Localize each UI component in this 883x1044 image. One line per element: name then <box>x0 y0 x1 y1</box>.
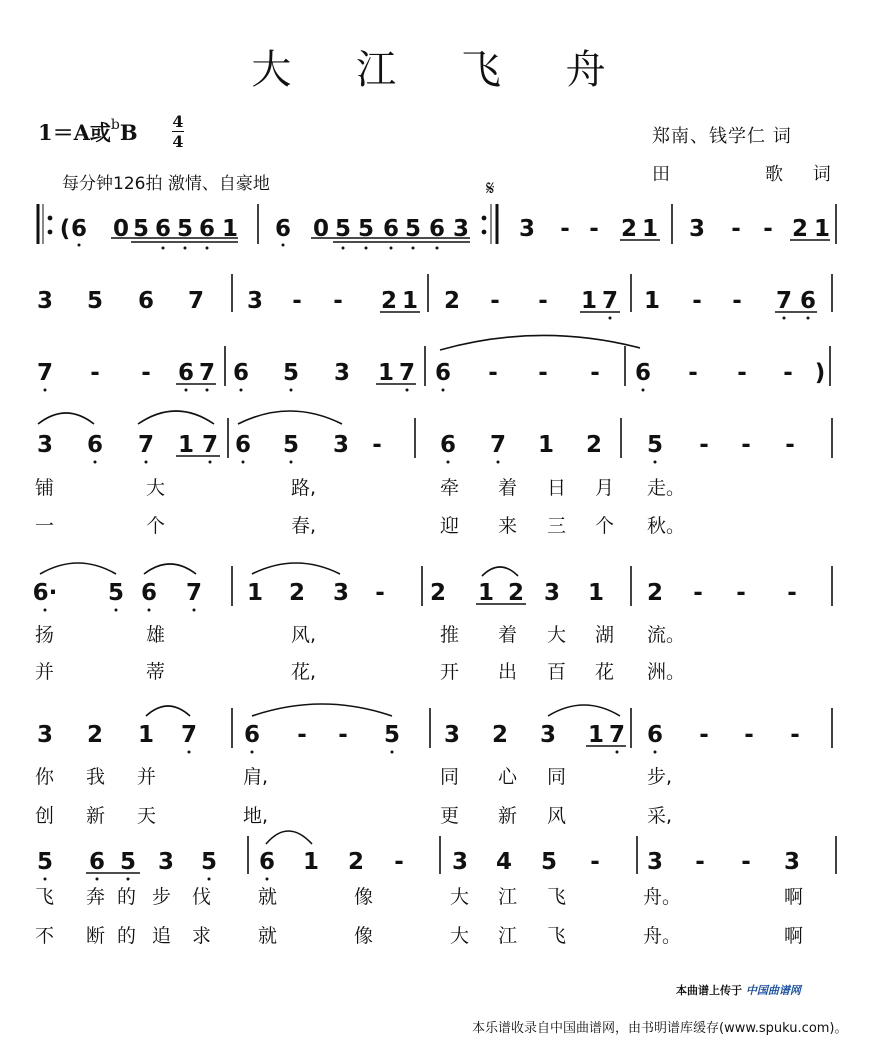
note: 3 <box>332 432 350 458</box>
note: - <box>338 722 348 748</box>
note: 3 <box>539 722 557 748</box>
note: 6 <box>198 216 216 242</box>
note: - <box>790 722 800 748</box>
note: 5 <box>334 216 352 242</box>
song-title: 大 江 飞 舟 <box>251 47 632 93</box>
lyric-word: 迎 <box>440 515 460 537</box>
note: 7 <box>137 432 155 458</box>
note: 6 <box>439 432 457 458</box>
note: 6 <box>428 216 446 242</box>
lyric-word: 个 <box>595 515 615 537</box>
lyric-word: 步, <box>647 766 673 788</box>
lyric-word: 花 <box>595 661 615 683</box>
note: - <box>372 432 382 458</box>
lyric-word: 步 <box>152 886 172 908</box>
octave-dots <box>44 244 810 881</box>
lyric-word: 舟。 <box>643 925 682 947</box>
note: - <box>692 288 702 314</box>
lyric-word: 创 <box>35 805 55 827</box>
key-prefix: 1＝A或 <box>38 120 111 145</box>
note: 1 <box>587 580 605 606</box>
note: 6· <box>32 580 58 606</box>
time-signature-bottom: 4 <box>172 132 184 151</box>
note: 6 <box>634 360 652 386</box>
note: 6 <box>646 722 664 748</box>
lyric-word: 同 <box>547 766 567 788</box>
upload-text: 本曲谱上传于 <box>676 984 742 997</box>
key-suffix: B <box>119 120 138 145</box>
lyric-word: 风, <box>291 624 317 646</box>
note: - <box>292 288 302 314</box>
note: - <box>141 360 151 386</box>
note: 3 <box>543 580 561 606</box>
note: 7 <box>201 432 219 458</box>
note: 5 <box>357 216 375 242</box>
note: 6 <box>154 216 172 242</box>
note: 3 <box>443 722 461 748</box>
note: 2 <box>86 722 104 748</box>
lyric-word: 伐 <box>192 886 212 908</box>
note: 0 <box>112 216 130 242</box>
note: - <box>560 216 570 242</box>
lyric-word: 更 <box>440 805 460 827</box>
note: 7 <box>489 432 507 458</box>
tempo-marking: 每分钟126拍 激情、自豪地 <box>62 174 270 194</box>
note: 3 <box>246 288 264 314</box>
note: - <box>695 849 705 875</box>
lyric-word: 推 <box>440 624 460 646</box>
lyric-word: 飞 <box>547 886 567 908</box>
note: 1 <box>587 722 605 748</box>
note: 3 <box>646 849 664 875</box>
note: - <box>333 288 343 314</box>
lyric-word: 来 <box>498 515 518 537</box>
lyric-word: 新 <box>86 805 106 827</box>
note: - <box>688 360 698 386</box>
note: 6 <box>140 580 158 606</box>
lyric-word: 开 <box>440 661 460 683</box>
note: 7 <box>36 360 54 386</box>
lyric-word: 江 <box>498 886 518 908</box>
note: 2 <box>429 580 447 606</box>
lyric-word: 并 <box>137 766 157 788</box>
note: 5 <box>107 580 125 606</box>
note: 0 <box>312 216 330 242</box>
note: 1 <box>477 580 495 606</box>
note: 1 <box>246 580 264 606</box>
repeat-paren: ( <box>59 216 71 242</box>
lyric-word: 新 <box>498 805 518 827</box>
lyric-word: 采, <box>647 805 673 827</box>
note: 2 <box>347 849 365 875</box>
note: 2 <box>491 722 509 748</box>
lyric-word: 的 <box>117 886 137 908</box>
lyric-word: 着 <box>498 624 518 646</box>
lyric-word: 花, <box>291 661 317 683</box>
note: 4 <box>495 849 513 875</box>
note: 6 <box>243 722 261 748</box>
note: 5 <box>646 432 664 458</box>
note: 2 <box>620 216 638 242</box>
note: 1 <box>401 288 419 314</box>
note: 5 <box>540 849 558 875</box>
lyric-word: 江 <box>498 925 518 947</box>
lyric-word: 大 <box>547 624 567 646</box>
lyric-word: 断 <box>86 925 106 947</box>
lyric-word: 一 <box>35 515 55 537</box>
lyric-word: 铺 <box>35 477 55 499</box>
note: - <box>785 432 795 458</box>
note: - <box>490 288 500 314</box>
composer-name: 田 <box>652 164 671 185</box>
note: 7 <box>398 360 416 386</box>
note: - <box>763 216 773 242</box>
note: 3 <box>36 288 54 314</box>
note: 6 <box>177 360 195 386</box>
note: - <box>744 722 754 748</box>
note: 3 <box>518 216 536 242</box>
lyric-word: 日 <box>547 477 567 499</box>
note: - <box>699 432 709 458</box>
segno-sign: 𝄋 <box>486 176 495 200</box>
lyric-word: 心 <box>498 766 518 788</box>
lyric-word: 我 <box>86 766 106 788</box>
lyric-word: 像 <box>354 886 374 908</box>
note: 7 <box>775 288 793 314</box>
score-decoration <box>38 204 836 874</box>
lyric-word: 舟。 <box>643 886 682 908</box>
lyric-word: 月 <box>595 477 615 499</box>
lyric-word: 不 <box>35 925 55 947</box>
note: 7 <box>601 288 619 314</box>
note: - <box>590 849 600 875</box>
note: - <box>699 722 709 748</box>
note: 6 <box>434 360 452 386</box>
note: 7 <box>180 722 198 748</box>
note: - <box>589 216 599 242</box>
flat-sign: b <box>110 117 120 133</box>
note: 6 <box>232 360 250 386</box>
note: 1 <box>377 360 395 386</box>
lyric-word: 路, <box>291 477 317 499</box>
lyric-word: 就 <box>258 925 278 947</box>
note: 5 <box>86 288 104 314</box>
note: - <box>538 288 548 314</box>
lyric-word: 牵 <box>440 477 460 499</box>
lyric-word: 百 <box>547 661 567 683</box>
note: 7 <box>187 288 205 314</box>
note: 2 <box>646 580 664 606</box>
note: - <box>731 216 741 242</box>
lyric-word: 三 <box>547 515 567 537</box>
lyric-word: 走。 <box>647 477 686 499</box>
note: - <box>693 580 703 606</box>
note: 5 <box>282 432 300 458</box>
note: 6 <box>234 432 252 458</box>
note: 7 <box>185 580 203 606</box>
note: - <box>394 849 404 875</box>
lyric-word: 啊 <box>784 925 804 947</box>
note: - <box>736 580 746 606</box>
note: 5 <box>119 849 137 875</box>
lyric-word: 肩, <box>243 766 269 788</box>
note: - <box>787 580 797 606</box>
lyric-word: 同 <box>440 766 460 788</box>
lyricist-credit: 郑南、钱学仁 词 <box>652 126 792 147</box>
note: - <box>732 288 742 314</box>
lyric-word: 大 <box>146 477 166 499</box>
lyric-word: 秋。 <box>647 515 686 537</box>
note: - <box>488 360 498 386</box>
lyric-word: 洲。 <box>647 661 686 683</box>
note: 3 <box>157 849 175 875</box>
note: 3 <box>451 849 469 875</box>
note: 7 <box>198 360 216 386</box>
lyric-word: 的 <box>117 925 137 947</box>
note: 1 <box>221 216 239 242</box>
note: 5 <box>132 216 150 242</box>
note: 5 <box>36 849 54 875</box>
note: - <box>90 360 100 386</box>
note: 3 <box>688 216 706 242</box>
lyric-word: 并 <box>35 661 55 683</box>
lyric-word: 蒂 <box>146 661 166 683</box>
note: 7 <box>608 722 626 748</box>
composer-role: 歌 词 <box>765 164 843 185</box>
note: - <box>538 360 548 386</box>
note: 2 <box>288 580 306 606</box>
note: 5 <box>383 722 401 748</box>
note: 6 <box>86 432 104 458</box>
note: 6 <box>799 288 817 314</box>
note: 3 <box>36 432 54 458</box>
note: - <box>741 849 751 875</box>
lyric-word: 天 <box>137 805 157 827</box>
note: 3 <box>783 849 801 875</box>
lyric-word: 像 <box>354 925 374 947</box>
lyric-word: 扬 <box>35 624 55 646</box>
note: 1 <box>580 288 598 314</box>
lyric-word: 雄 <box>146 624 166 646</box>
note: 1 <box>643 288 661 314</box>
note: 6 <box>274 216 292 242</box>
lyric-word: 湖 <box>595 624 615 646</box>
note: 1 <box>641 216 659 242</box>
note: 5 <box>404 216 422 242</box>
lyric-word: 大 <box>450 925 470 947</box>
source-note: 本乐谱收录自中国曲谱网，由书明谱库缓存(www.spuku.com)。 <box>472 1021 848 1036</box>
time-signature-top: 4 <box>172 112 184 131</box>
note: 3 <box>452 216 470 242</box>
note: 5 <box>282 360 300 386</box>
lyric-word: 你 <box>35 766 55 788</box>
note: - <box>375 580 385 606</box>
lyric-word: 春, <box>291 515 317 537</box>
note: 2 <box>507 580 525 606</box>
note: 1 <box>302 849 320 875</box>
note: 1 <box>537 432 555 458</box>
note: 2 <box>791 216 809 242</box>
lyric-word: 追 <box>152 925 172 947</box>
lyric-word: 求 <box>192 925 212 947</box>
lyric-word: 个 <box>146 515 166 537</box>
note: 6 <box>70 216 88 242</box>
lyric-word: 就 <box>258 886 278 908</box>
repeat-paren: ) <box>814 360 826 386</box>
note: 3 <box>333 360 351 386</box>
lyric-word: 飞 <box>35 886 55 908</box>
lyric-word: 着 <box>498 477 518 499</box>
note: - <box>590 360 600 386</box>
lyric-word: 风 <box>547 805 567 827</box>
note: 2 <box>380 288 398 314</box>
upload-note <box>676 982 801 998</box>
lyric-word: 奔 <box>86 886 106 908</box>
note: 3 <box>36 722 54 748</box>
note: 6 <box>258 849 276 875</box>
note: - <box>297 722 307 748</box>
lyric-word: 地, <box>243 805 269 827</box>
note: 1 <box>177 432 195 458</box>
note: 6 <box>137 288 155 314</box>
note: 3 <box>332 580 350 606</box>
note: 2 <box>585 432 603 458</box>
brand-logo: 中国曲谱网 <box>745 984 801 997</box>
lyric-word: 飞 <box>547 925 567 947</box>
note: - <box>737 360 747 386</box>
note: 2 <box>443 288 461 314</box>
lyric-word: 啊 <box>784 886 804 908</box>
note: 1 <box>813 216 831 242</box>
lyric-word: 流。 <box>647 624 686 646</box>
note: 6 <box>88 849 106 875</box>
lyric-word: 出 <box>498 661 518 683</box>
note: 6 <box>382 216 400 242</box>
note: - <box>741 432 751 458</box>
lyric-word: 大 <box>450 886 470 908</box>
note: 5 <box>200 849 218 875</box>
note: 1 <box>137 722 155 748</box>
note: - <box>783 360 793 386</box>
note: 5 <box>176 216 194 242</box>
